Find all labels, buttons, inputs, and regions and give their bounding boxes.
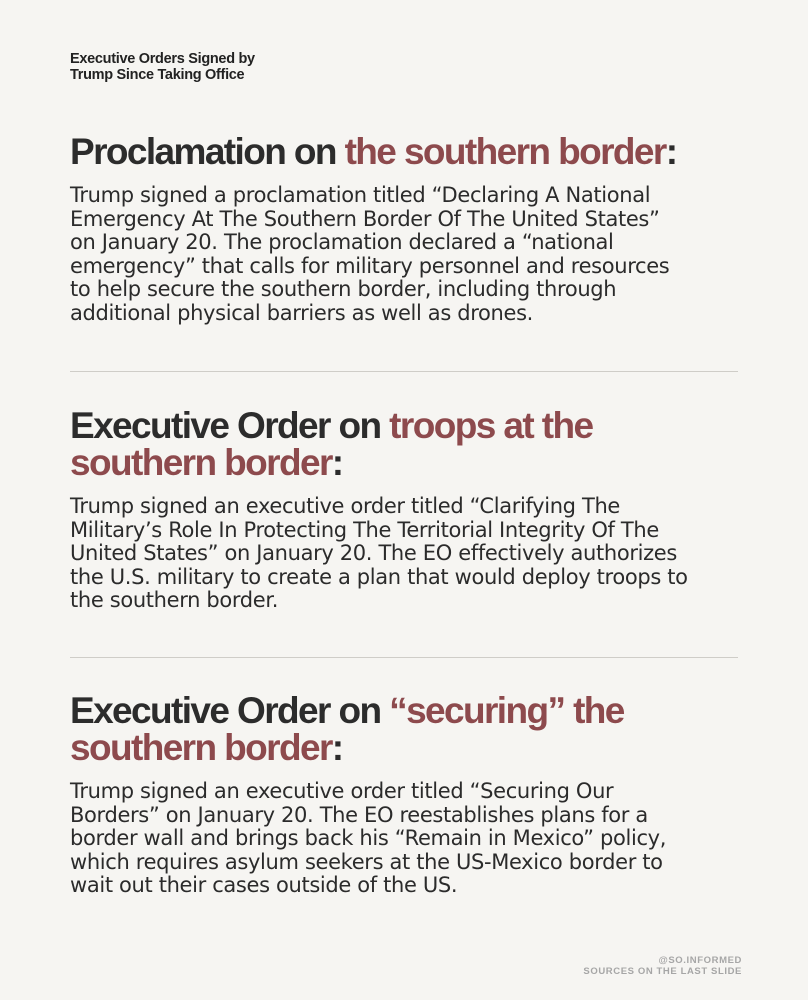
body-line: United States” on January 20. The EO effectively authorizes <box>70 541 677 565</box>
heading-plain: Executive Order on <box>70 690 390 731</box>
page-footer <box>583 955 742 977</box>
body-line: Military’s Role In Protecting The Territorial Integrity Of The <box>70 517 659 542</box>
sources-note: SOURCES ON THE LAST SLIDE <box>583 966 742 977</box>
heading-plain: Proclamation on <box>70 131 345 172</box>
heading-colon: : <box>331 727 343 768</box>
section-divider <box>70 371 738 372</box>
social-handle: @SO.INFORMED <box>658 955 742 966</box>
body-line: on January 20. The proclamation declared a “national <box>70 230 614 254</box>
page-kicker <box>70 51 370 83</box>
heading-accent-line-2: southern border <box>70 727 332 768</box>
section-securing <box>70 692 750 898</box>
body-line: the southern border. <box>70 588 279 612</box>
heading-accent: “securing” the <box>389 690 624 731</box>
section-heading <box>70 133 750 170</box>
heading-plain: Executive Order on <box>70 405 390 446</box>
heading-colon: : <box>331 442 343 483</box>
body-line: border wall and brings back his “Remain in Mexico” policy, <box>70 826 667 850</box>
body-line: wait out their cases outside of the US. <box>70 873 458 897</box>
section-proclamation <box>70 133 750 325</box>
heading-colon: : <box>665 131 677 172</box>
heading-accent: the southern border <box>344 131 666 172</box>
body-line: additional physical barriers as well as drones. <box>70 300 533 325</box>
section-body <box>70 495 750 613</box>
kicker-line-1: Executive Orders Signed by <box>70 51 255 67</box>
section-heading <box>70 692 750 766</box>
section-heading <box>70 407 750 481</box>
body-line: Trump signed a proclamation titled “Declaring A National <box>70 183 651 207</box>
body-line: Emergency At The Southern Border Of The United States” <box>70 206 660 231</box>
body-line: to help secure the southern border, including through <box>70 277 617 301</box>
heading-accent: troops at the <box>389 405 593 446</box>
body-line: which requires asylum seekers at the US-Mexico border to <box>70 849 663 874</box>
section-body <box>70 780 750 898</box>
heading-accent-line-2: southern border <box>70 442 332 483</box>
body-line: Trump signed an executive order titled “Securing Our <box>70 779 614 803</box>
body-line: Trump signed an executive order titled “Clarifying The <box>70 494 620 518</box>
body-line: the U.S. military to create a plan that would deploy troops to <box>70 564 688 589</box>
section-body <box>70 184 750 325</box>
body-line: Borders” on January 20. The EO reestablishes plans for a <box>70 802 648 827</box>
section-divider <box>70 657 738 658</box>
section-troops <box>70 407 750 613</box>
body-line: emergency” that calls for military personnel and resources <box>70 253 670 278</box>
kicker-line-2: Trump Since Taking Office <box>70 67 245 83</box>
